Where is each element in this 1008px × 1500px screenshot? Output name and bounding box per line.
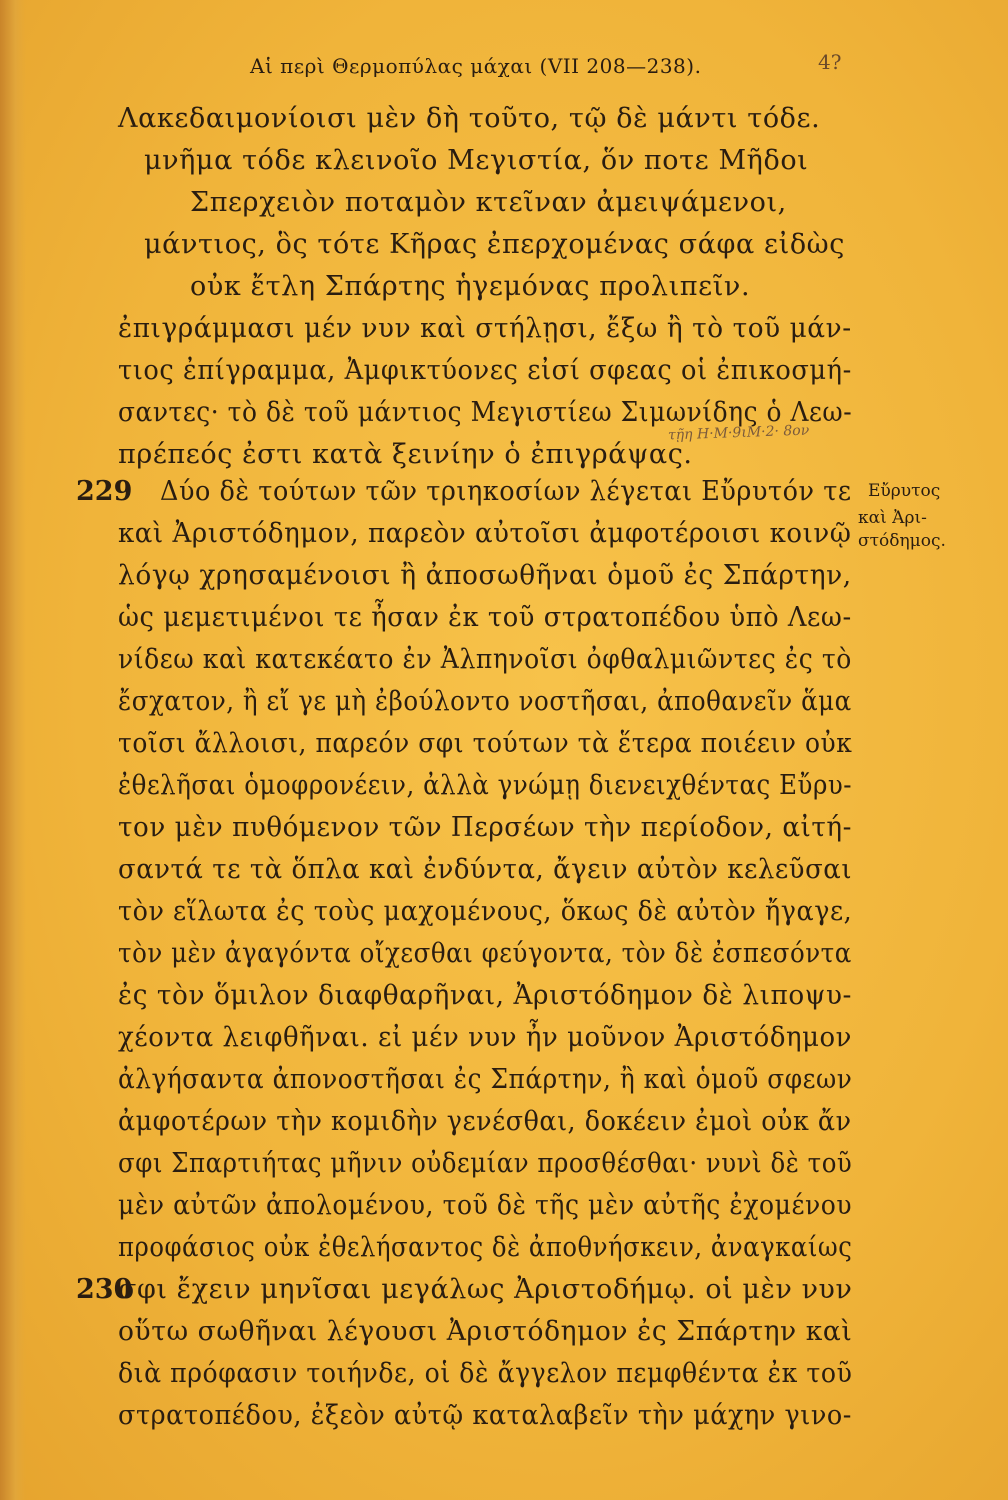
page-number: 4? xyxy=(818,50,842,74)
pencil-annotation: τῇη Η·Μ·9ιΜ·2· 8ον xyxy=(667,422,810,444)
text-line: διὰ πρόφασιν τοιήνδε, οἱ δὲ ἄγγελον πεμφθέντα ἐκ τοῦ xyxy=(118,1358,853,1389)
text-line: τὸν εἵλωτα ἐς τοὺς μαχομένους, ὅκως δὲ αὐτὸν ἤγαγε, xyxy=(118,896,853,927)
text-line: τον μὲν πυθόμενον τῶν Περσέων τὴν περίοδον, αἰτή- xyxy=(118,812,853,843)
text-line: τοῖσι ἄλλοισι, παρεόν σφι τούτων τὰ ἕτερα ποιέειν οὐκ xyxy=(118,728,853,759)
text-line: ἔσχατον, ἢ εἴ γε μὴ ἐβούλοντο νοστῆσαι, ἀποθανεῖν ἅμα xyxy=(118,686,852,717)
marginal-note-line: στόδημος. xyxy=(858,531,946,551)
chapter-number: 230 xyxy=(76,1274,133,1305)
text-line: ἐπιγράμμασι μέν νυν καὶ στήλῃσι, ἔξω ἢ τὸ τοῦ μάν- xyxy=(118,313,852,344)
verse-line: Σπερχειὸν ποταμὸν κτεῖναν ἀμειψάμενοι, xyxy=(190,187,787,218)
marginal-note-line: καὶ Ἀρι- xyxy=(858,508,927,528)
text-line: ἐς τὸν ὅμιλον διαφθαρῆναι, Ἀριστόδημον δὲ λιποψυ- xyxy=(118,980,853,1011)
text-line: σφι Σπαρτιήτας μῆνιν οὐδεμίαν προσθέσθαι· νυνὶ δὲ τοῦ xyxy=(118,1148,853,1179)
text-line: ἀλγήσαντα ἀπονοστῆσαι ἐς Σπάρτην, ἢ καὶ ὁμοῦ σφεων xyxy=(118,1064,853,1095)
text-line: ἐθελῆσαι ὁμοφρονέειν, ἀλλὰ γνώμῃ διενειχθέντας Εὔρυ- xyxy=(118,770,853,801)
verse-line: μνῆμα τόδε κλεινοῖο Μεγιστία, ὅν ποτε Μῆδοι xyxy=(144,145,809,176)
text-line: λόγῳ χρησαμένοισι ἢ ἀποσωθῆναι ὁμοῦ ἐς Σπάρτην, xyxy=(118,560,852,591)
verse-line: μάντιος, ὃς τότε Κῆρας ἐπερχομένας σάφα εἰδὼς xyxy=(144,229,846,260)
text-line: οὕτω σωθῆναι λέγουσι Ἀριστόδημον ἐς Σπάρτην καὶ xyxy=(118,1316,853,1347)
text-line: ἀμφοτέρων τὴν κομιδὴν γενέσθαι, δοκέειν ἐμοὶ οὐκ ἄν xyxy=(118,1106,852,1137)
text-line: ὡς μεμετιμένοι τε ἦσαν ἐκ τοῦ στρατοπέδου ὑπὸ Λεω- xyxy=(118,602,852,633)
text-line: πρέπεός ἐστι κατὰ ξεινίην ὁ ἐπιγράψας. xyxy=(118,439,693,470)
text-line: Δύο δὲ τούτων τῶν τριηκοσίων λέγεται Εὔρυτόν τε xyxy=(160,476,852,507)
text-line: καὶ Ἀριστόδημον, παρεὸν αὐτοῖσι ἀμφοτέροισι κοινῷ xyxy=(118,518,852,549)
text-line: σαντά τε τὰ ὅπλα καὶ ἐνδύντα, ἄγειν αὐτὸν κελεῦσαι xyxy=(118,854,853,885)
marginal-note-line: Εὔρυτος xyxy=(868,481,941,501)
text-line: σαντες· τὸ δὲ τοῦ μάντιος Μεγιστίεω Σιμωνίδης ὁ Λεω- xyxy=(118,397,853,428)
running-header: Αἱ περὶ Θερμοπύλας μάχαι (VII 208—238). xyxy=(250,54,702,78)
text-line: μὲν αὐτῶν ἀπολομένου, τοῦ δὲ τῆς μὲν αὐτῆς ἐχομένου xyxy=(118,1190,853,1221)
text-line: Λακεδαιμονίοισι μὲν δὴ τοῦτο, τῷ δὲ μάντι τόδε. xyxy=(118,103,821,134)
text-line: προφάσιος οὐκ ἐθελήσαντος δὲ ἀποθνήσκειν, ἀναγκαίως xyxy=(118,1232,853,1263)
verse-line: οὐκ ἔτλη Σπάρτης ἡγεμόνας προλιπεῖν. xyxy=(190,271,751,302)
page-binding-edge xyxy=(0,0,26,1500)
text-line: σφι ἔχειν μηνῖσαι μεγάλως Ἀριστοδήμῳ. οἱ μὲν νυν xyxy=(118,1274,853,1305)
text-line: τὸν μὲν ἀγαγόντα οἴχεσθαι φεύγοντα, τὸν δὲ ἐσπεσόντα xyxy=(118,938,852,969)
text-line: τιος ἐπίγραμμα, Ἀμφικτύονες εἰσί σφεας οἱ ἐπικοσμή- xyxy=(118,355,852,386)
text-line: χέοντα λειφθῆναι. εἰ μέν νυν ἦν μοῦνον Ἀριστόδημον xyxy=(118,1022,853,1053)
text-line: στρατοπέδου, ἐξεὸν αὐτῷ καταλαβεῖν τὴν μάχην γινο- xyxy=(118,1400,852,1431)
chapter-number: 229 xyxy=(76,476,133,507)
text-line: νίδεω καὶ κατεκέατο ἐν Ἀλπηνοῖσι ὀφθαλμιῶντες ἐς τὸ xyxy=(118,644,852,675)
